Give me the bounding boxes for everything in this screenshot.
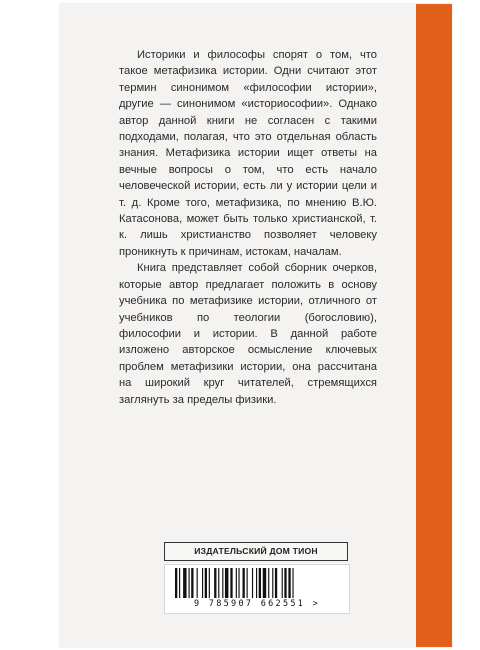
barcode-bar [256, 568, 257, 598]
barcode-bar [236, 568, 237, 598]
barcode-bar [282, 568, 283, 598]
barcode-bar [272, 568, 273, 598]
barcode-bar [263, 568, 266, 598]
annotation-paragraph-2: Книга представляет собой сборник очерков, которые автор предлагает положить в основу учебника по метафизике истории, отличного от учебников по теологии (богословию), философии и истории. В данной работе изложено авторское осмысление ключевых проблем метафизики истории, она рассчитана на широкий круг читателей, стремящихся заглянуть за пределы физики. [119, 262, 377, 406]
barcode-bar [209, 568, 210, 598]
barcode-bar [247, 568, 248, 598]
barcode-bar [179, 568, 180, 598]
barcode-bar [238, 568, 239, 598]
barcode-bar [230, 568, 232, 598]
barcode-bars [173, 568, 341, 600]
publisher-label: ИЗДАТЕЛЬСКИЙ ДОМ ТИОН [164, 542, 348, 561]
barcode-bar [268, 568, 269, 598]
barcode-digits: 9 785907 662551 > [193, 599, 321, 609]
barcode-bar [292, 568, 293, 598]
barcode-bar [259, 568, 261, 598]
book-back-cover [60, 4, 452, 647]
barcode-bar [183, 568, 186, 598]
barcode-bar [225, 568, 228, 598]
annotation-paragraph-1: Историки и философы спорят о том, что такое метафизика истории. Одни считают этот термин синонимом «философии истории», другие — синонимом «историософии». Однако автор данной книги не согласен с такими подходами, полагая, что это отдельная область знания. Метафизика истории ищет ответы на вечные вопросы о том, что есть начало человеческой истории, есть ли у истории цели и т. д. Кроме того, метафизика, по мнению В.Ю. Катасонова, может быть только христианской, т. к. лишь христианство позволяет человеку проникнуть к причинам, истокам, началам. [119, 49, 377, 258]
isbn-barcode [164, 564, 350, 614]
barcode-bar [214, 568, 216, 598]
barcode-bar [275, 568, 277, 598]
annotation-text [119, 47, 377, 408]
orange-edge-stripe [416, 4, 452, 647]
barcode-bar [175, 568, 177, 598]
barcode-bar [218, 568, 219, 598]
barcode-bar [243, 568, 245, 598]
barcode-bar [202, 568, 203, 598]
barcode-bar [222, 568, 223, 598]
barcode-bar [205, 568, 207, 598]
barcode-bar [288, 568, 290, 598]
barcode-bar [191, 568, 193, 598]
barcode-bar [252, 568, 253, 598]
barcode-bar [284, 568, 286, 598]
barcode-bar [197, 568, 198, 598]
barcode-bar [189, 568, 190, 598]
